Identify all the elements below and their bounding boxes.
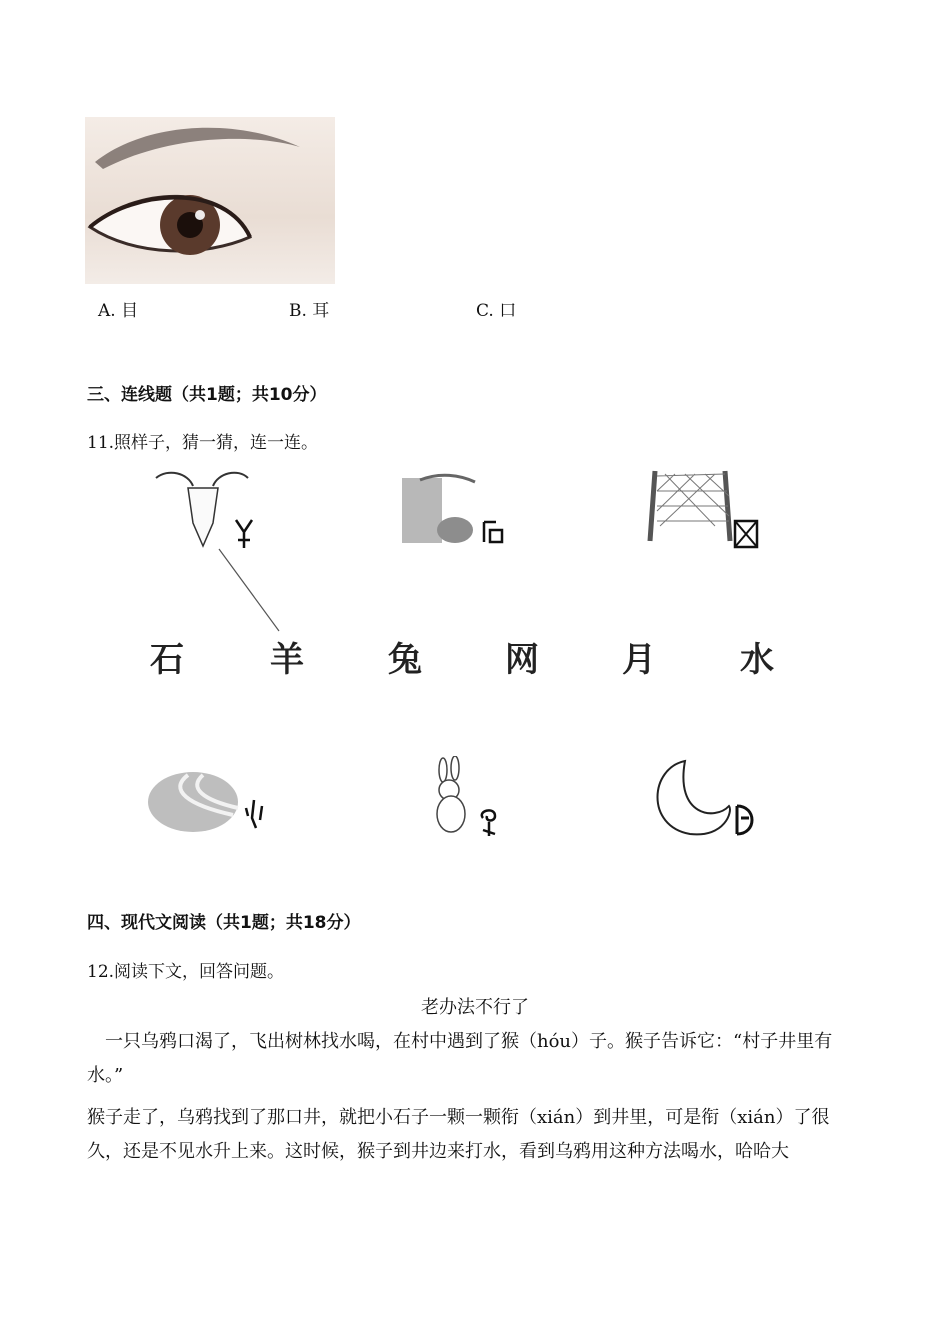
option-c: C. 口 [476, 301, 517, 321]
question-11: 11.照样子，猜一猜，连一连。 [87, 433, 319, 453]
passage-paragraph-1: 一只乌鸦口渴了，飞出树林找水喝，在村中遇到了猴（hóu）子。猴子告诉它：“村子井里有水。” [87, 1031, 833, 1086]
rabbit-picture [425, 756, 505, 840]
option-a: A. 目 [98, 301, 139, 321]
option-b: B. 耳 [289, 301, 330, 321]
eye-photo [85, 117, 335, 284]
char-net[interactable]: 网 [505, 640, 539, 680]
goat-picture [148, 468, 268, 553]
char-rabbit[interactable]: 兔 [388, 640, 422, 680]
char-sheep[interactable]: 羊 [270, 640, 304, 680]
passage-paragraph-2: 猴子走了，乌鸦找到了那口井，就把小石子一颗一颗衔（xián）到井里，可是衔（xián）了很久，还是不见水升上来。这时候，猴子到井边来打水，看到乌鸦用这种方法喝水，哈哈大 [87, 1107, 830, 1162]
eye-illustration [85, 117, 335, 284]
river-picture [148, 770, 268, 835]
stone-picture [400, 470, 515, 555]
question-12: 12.阅读下文，回答问题。 [87, 962, 285, 982]
section-3-heading: 三、连线题（共1题；共10分） [87, 385, 327, 405]
net-picture [645, 466, 765, 556]
char-water[interactable]: 水 [740, 640, 774, 680]
char-stone[interactable]: 石 [150, 640, 184, 680]
moon-picture [645, 756, 765, 840]
char-moon[interactable]: 月 [622, 640, 656, 680]
example-connector-line [215, 545, 285, 635]
section-4-heading: 四、现代文阅读（共1题；共18分） [87, 913, 361, 933]
passage-title: 老办法不行了 [421, 997, 529, 1018]
